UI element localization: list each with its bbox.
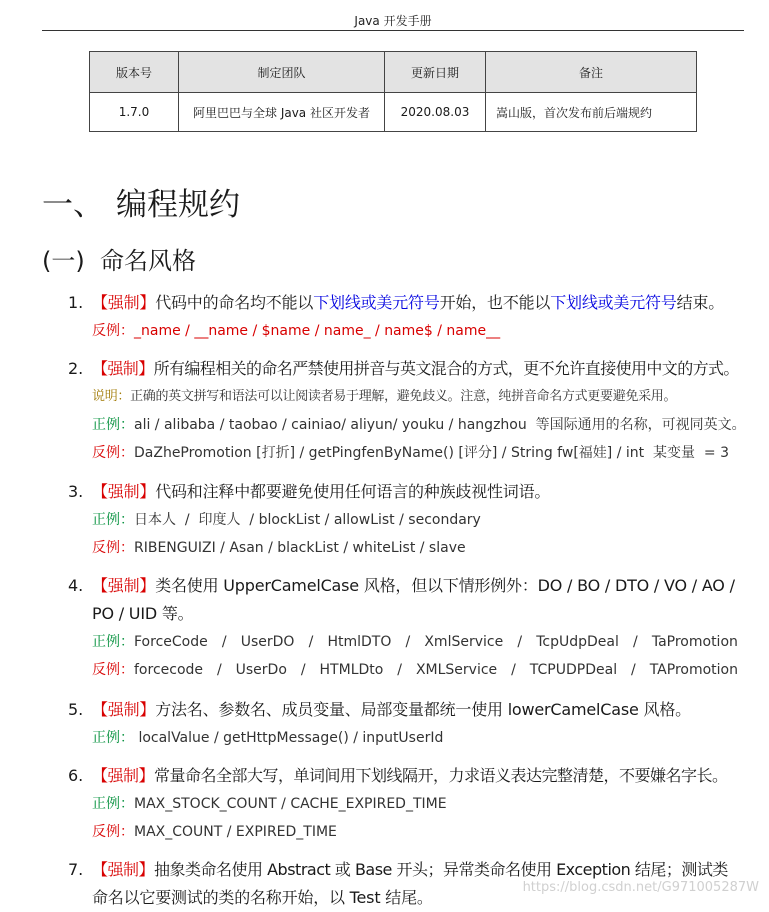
rule-text <box>92 572 758 600</box>
bad-example <box>92 656 738 684</box>
header-title: Java 开发手册 <box>354 14 432 28</box>
bad-label: 反例： <box>92 540 134 556</box>
good-label: 正例： <box>92 634 134 650</box>
example-token: / <box>216 662 222 678</box>
page-header <box>42 0 744 31</box>
table-cell-version: 1.7.0 <box>90 93 179 132</box>
bad-label: 反例： <box>92 323 134 339</box>
bad-label: 反例： <box>92 445 134 461</box>
rule-segment: 结束。 <box>676 293 725 312</box>
rule-text <box>92 478 758 506</box>
example-token: / <box>397 662 402 678</box>
table-header-cell: 更新日期 <box>385 52 486 93</box>
rule-text <box>92 289 758 317</box>
example-token: / <box>631 662 636 678</box>
table-cell-team: 阿里巴巴与全球 Java 社区开发者 <box>179 93 385 132</box>
rule-segment: 常量命名全部大写，单词间用下划线隔开，力求语义表达完整清楚，不要嫌名字长。 <box>154 766 728 785</box>
example-token: HtmlDTO <box>327 634 392 650</box>
example-token: TAPromotion <box>649 662 738 678</box>
list-item <box>68 762 758 846</box>
good-label: 正例： <box>92 730 134 746</box>
bad-example-text: DaZhePromotion [打折] / getPingfenByName() [评分] / String fw[福娃] / int 某变量 = 3 <box>134 445 729 461</box>
good-example <box>92 724 758 752</box>
section-title: 编程规约 <box>116 187 240 223</box>
example-token: TcpUdpDeal <box>536 634 619 650</box>
bad-example <box>92 818 758 846</box>
good-example <box>92 411 758 439</box>
list-item <box>68 572 758 684</box>
bad-example <box>92 534 758 562</box>
must-tag: 【强制】 <box>92 576 156 595</box>
must-tag: 【强制】 <box>92 359 154 378</box>
subsection-number: (一) <box>42 247 85 275</box>
rule-text <box>92 696 758 724</box>
example-token: / <box>221 634 227 650</box>
rule-segment: 代码中的命名均不能以 <box>155 293 314 312</box>
rule-text-continued: PO / UID 等。 <box>92 604 194 623</box>
bad-example <box>92 317 758 345</box>
example-token: / <box>511 662 516 678</box>
table-cell-note: 嵩山版，首次发布前后端规约 <box>486 93 697 132</box>
good-example <box>92 790 758 818</box>
example-token: XMLService <box>415 662 498 678</box>
example-token: UserDo <box>235 662 287 678</box>
rule-text <box>92 355 758 383</box>
bad-label: 反例： <box>92 662 134 678</box>
example-token: / <box>308 634 314 650</box>
rule-text <box>92 762 758 790</box>
good-example-text: ali / alibaba / taobao / cainiao/ aliyun/ youku / hangzhou 等国际通用的名称，可视同英文。 <box>134 417 746 433</box>
rule-segment: 开始，也不能以 <box>439 293 551 312</box>
table-row <box>90 93 697 132</box>
bad-example-text: _name / __name / $name / name_ / name$ / name__ <box>134 323 501 339</box>
rule-segment: 抽象类命名使用 Abstract 或 Base 开头；异常类命名使用 Exception 结尾；测试类 <box>154 860 728 879</box>
version-table <box>89 51 697 132</box>
must-tag: 【强制】 <box>92 482 156 501</box>
item-number: 6. <box>68 766 84 785</box>
list-item <box>68 696 758 752</box>
bad-example-text: MAX_COUNT / EXPIRED_TIME <box>134 824 337 840</box>
rule-highlight: 下划线或美元符号 <box>313 293 440 312</box>
table-cell-date: 2020.08.03 <box>385 93 486 132</box>
must-tag: 【强制】 <box>92 700 156 719</box>
table-header-row <box>90 52 697 93</box>
example-token: UserDO <box>240 634 295 650</box>
table-header-cell: 备注 <box>486 52 697 93</box>
good-example-text: MAX_STOCK_COUNT / CACHE_EXPIRED_TIME <box>134 796 447 812</box>
good-example-text: 日本人 / 印度人 / blockList / allowList / secondary <box>134 512 481 528</box>
watermark: https://blog.csdn.net/G971005287W <box>522 880 759 895</box>
rule-text-continued: 命名以它要测试的类的名称开始，以 Test 结尾。 <box>92 888 433 907</box>
bad-label: 反例： <box>92 824 134 840</box>
item-number: 5. <box>68 700 84 719</box>
list-item <box>68 355 758 467</box>
good-label: 正例： <box>92 796 134 812</box>
example-token: / <box>632 634 638 650</box>
good-example <box>92 506 758 534</box>
item-number: 1. <box>68 293 84 312</box>
example-token: / <box>405 634 411 650</box>
item-number: 4. <box>68 576 84 595</box>
good-label: 正例： <box>92 417 134 433</box>
must-tag: 【强制】 <box>92 766 155 785</box>
table-header-cell: 版本号 <box>90 52 179 93</box>
example-token: forcecode <box>134 662 204 678</box>
note-text: 正确的英文拼写和语法可以让阅读者易于理解，避免歧义。注意，纯拼音命名方式更要避免采用。 <box>130 389 677 404</box>
bad-example-text: RIBENGUIZI / Asan / blackList / whiteList / slave <box>134 540 466 556</box>
table-header-cell: 制定团队 <box>179 52 385 93</box>
example-token: HTMLDto <box>319 662 384 678</box>
item-number: 3. <box>68 482 84 501</box>
rule-segment: 类名使用 UpperCamelCase 风格，但以下情形例外：DO / BO / DTO / VO / AO / <box>155 576 735 595</box>
good-label: 正例： <box>92 512 134 528</box>
rule-segment: 代码和注释中都要避免使用任何语言的种族歧视性词语。 <box>155 482 551 501</box>
rule-segment: 方法名、参数名、成员变量、局部变量都统一使用 lowerCamelCase 风格。 <box>155 700 691 719</box>
note-label: 说明： <box>92 389 131 404</box>
rule-highlight: 下划线或美元符号 <box>550 293 677 312</box>
subsection-heading <box>42 243 196 279</box>
must-tag: 【强制】 <box>92 860 155 879</box>
example-token: / <box>517 634 523 650</box>
good-example <box>92 628 738 656</box>
rule-segment: 所有编程相关的命名严禁使用拼音与英文混合的方式，更不允许直接使用中文的方式。 <box>153 359 739 378</box>
list-item <box>68 289 758 345</box>
note <box>92 383 758 411</box>
list-item <box>68 478 758 562</box>
example-token: / <box>300 662 306 678</box>
example-token: TCPUDPDeal <box>529 662 618 678</box>
bad-example <box>92 439 758 467</box>
section-number: 一、 <box>42 187 104 223</box>
section-heading <box>42 183 240 227</box>
item-number: 2. <box>68 359 84 378</box>
item-number: 7. <box>68 860 84 879</box>
good-example-text: localValue / getHttpMessage() / inputUserId <box>134 730 444 746</box>
subsection-title: 命名风格 <box>100 247 196 275</box>
example-token: TaPromotion <box>651 634 738 650</box>
must-tag: 【强制】 <box>92 293 156 312</box>
example-token: XmlService <box>424 634 504 650</box>
example-token: ForceCode <box>134 634 208 650</box>
